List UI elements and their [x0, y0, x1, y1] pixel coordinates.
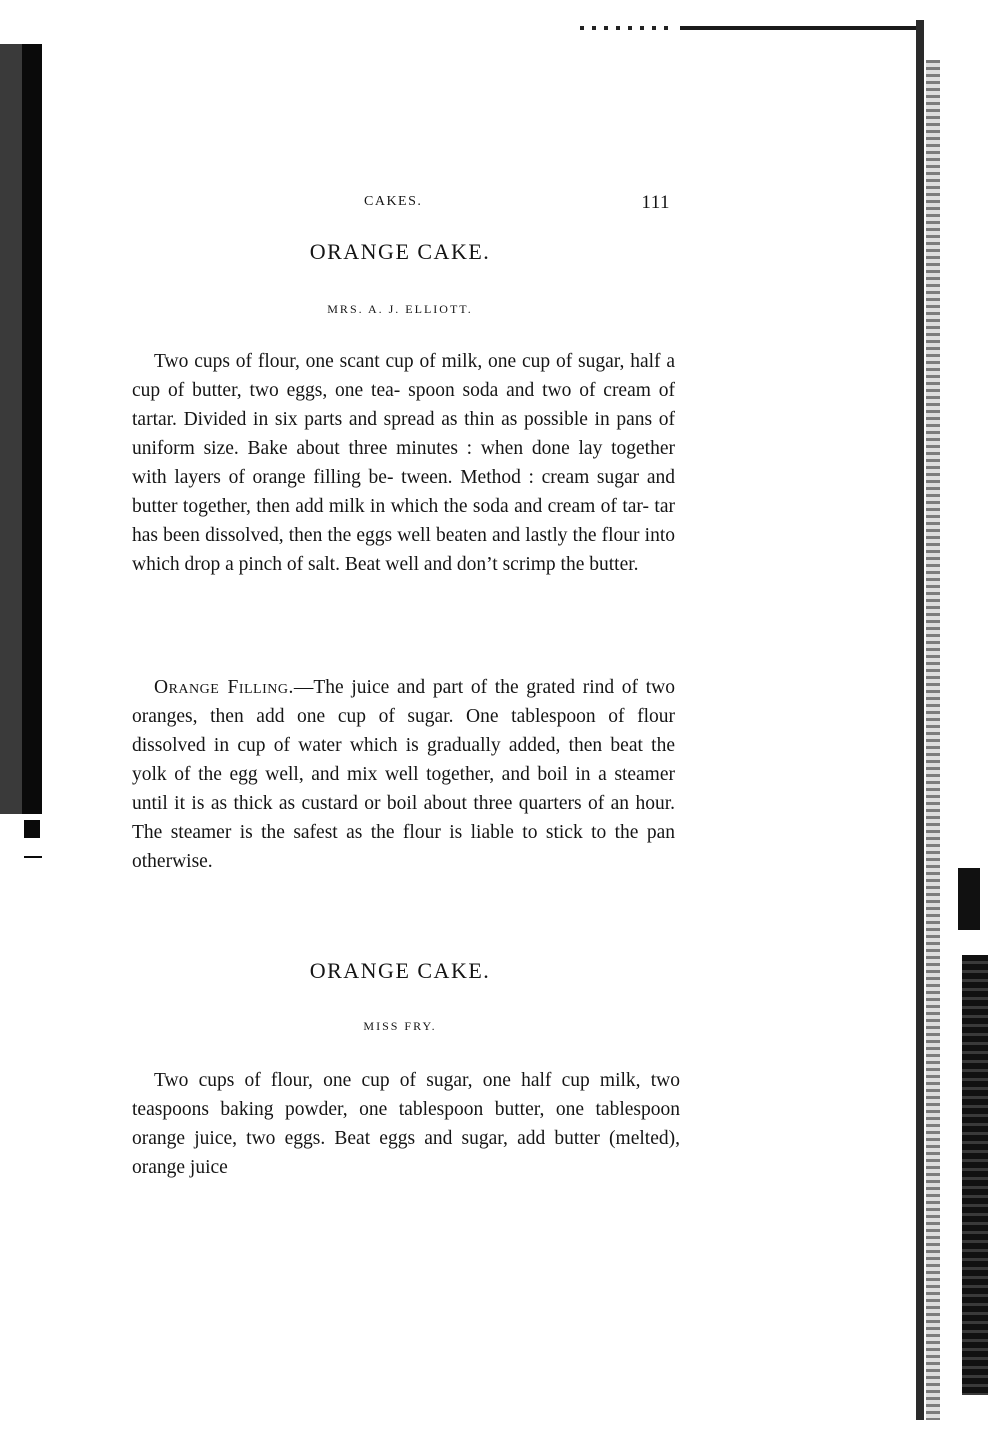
- filling-label: Orange Filling.: [154, 677, 294, 698]
- filling-text: —The juice and part of the grated rind of two oranges, then add one cup of sugar. One tablespoon of flour dissolved in cup of water which is gradually added, then beat the yolk of the egg well, and mix well together, and boil in a steamer until it is as thick as custard or boil about three quarters of an hour. The steamer is the safest as the flour is liable to stick to the pan otherwise.: [132, 677, 675, 872]
- running-head: [130, 192, 670, 218]
- scan-top-rule: [680, 26, 920, 30]
- scan-top-dots: [580, 26, 670, 30]
- page-number: 111: [641, 192, 670, 213]
- recipe-byline: MRS. A. J. ELLIOTT.: [327, 302, 473, 316]
- scan-edge-right-strip: [926, 60, 940, 1420]
- recipe-paragraph: Two cups of flour, one cup of sugar, one half cup milk, two teaspoons baking powder, one tablespoon butter, one tablespoon orange juice, two eggs. Beat eggs and sugar, add butter (melted), orange juice: [132, 1070, 680, 1178]
- recipe-title: ORANGE CAKE.: [309, 239, 491, 264]
- scan-edge-mark: [24, 856, 42, 858]
- recipe-paragraph: Two cups of flour, one scant cup of milk, one cup of sugar, half a cup of butter, two eggs, one tea- spoon soda and two of cream of tartar. Divided in six parts and spread as thin as possible in pans of uniform size. Bake about three minutes : when done lay together with layers of orange filling be- tween. Method : cream sugar and butter together, then add milk in which the soda and cream of tar- tar has been dissolved, then the eggs well beaten and lastly the flour into which drop a pinch of salt. Beat well and don’t scrimp the butter.: [132, 351, 675, 575]
- recipe-title: ORANGE CAKE.: [309, 958, 491, 983]
- scan-edge-mark: [958, 868, 980, 930]
- scan-edge-right: [916, 20, 924, 1420]
- scan-edge-left: [0, 44, 42, 814]
- scan-edge-mark: [962, 955, 988, 1395]
- running-title: CAKES.: [364, 194, 423, 209]
- recipe-byline: MISS FRY.: [363, 1019, 437, 1033]
- filling-paragraph: [132, 673, 675, 876]
- scan-edge-mark: [24, 820, 40, 838]
